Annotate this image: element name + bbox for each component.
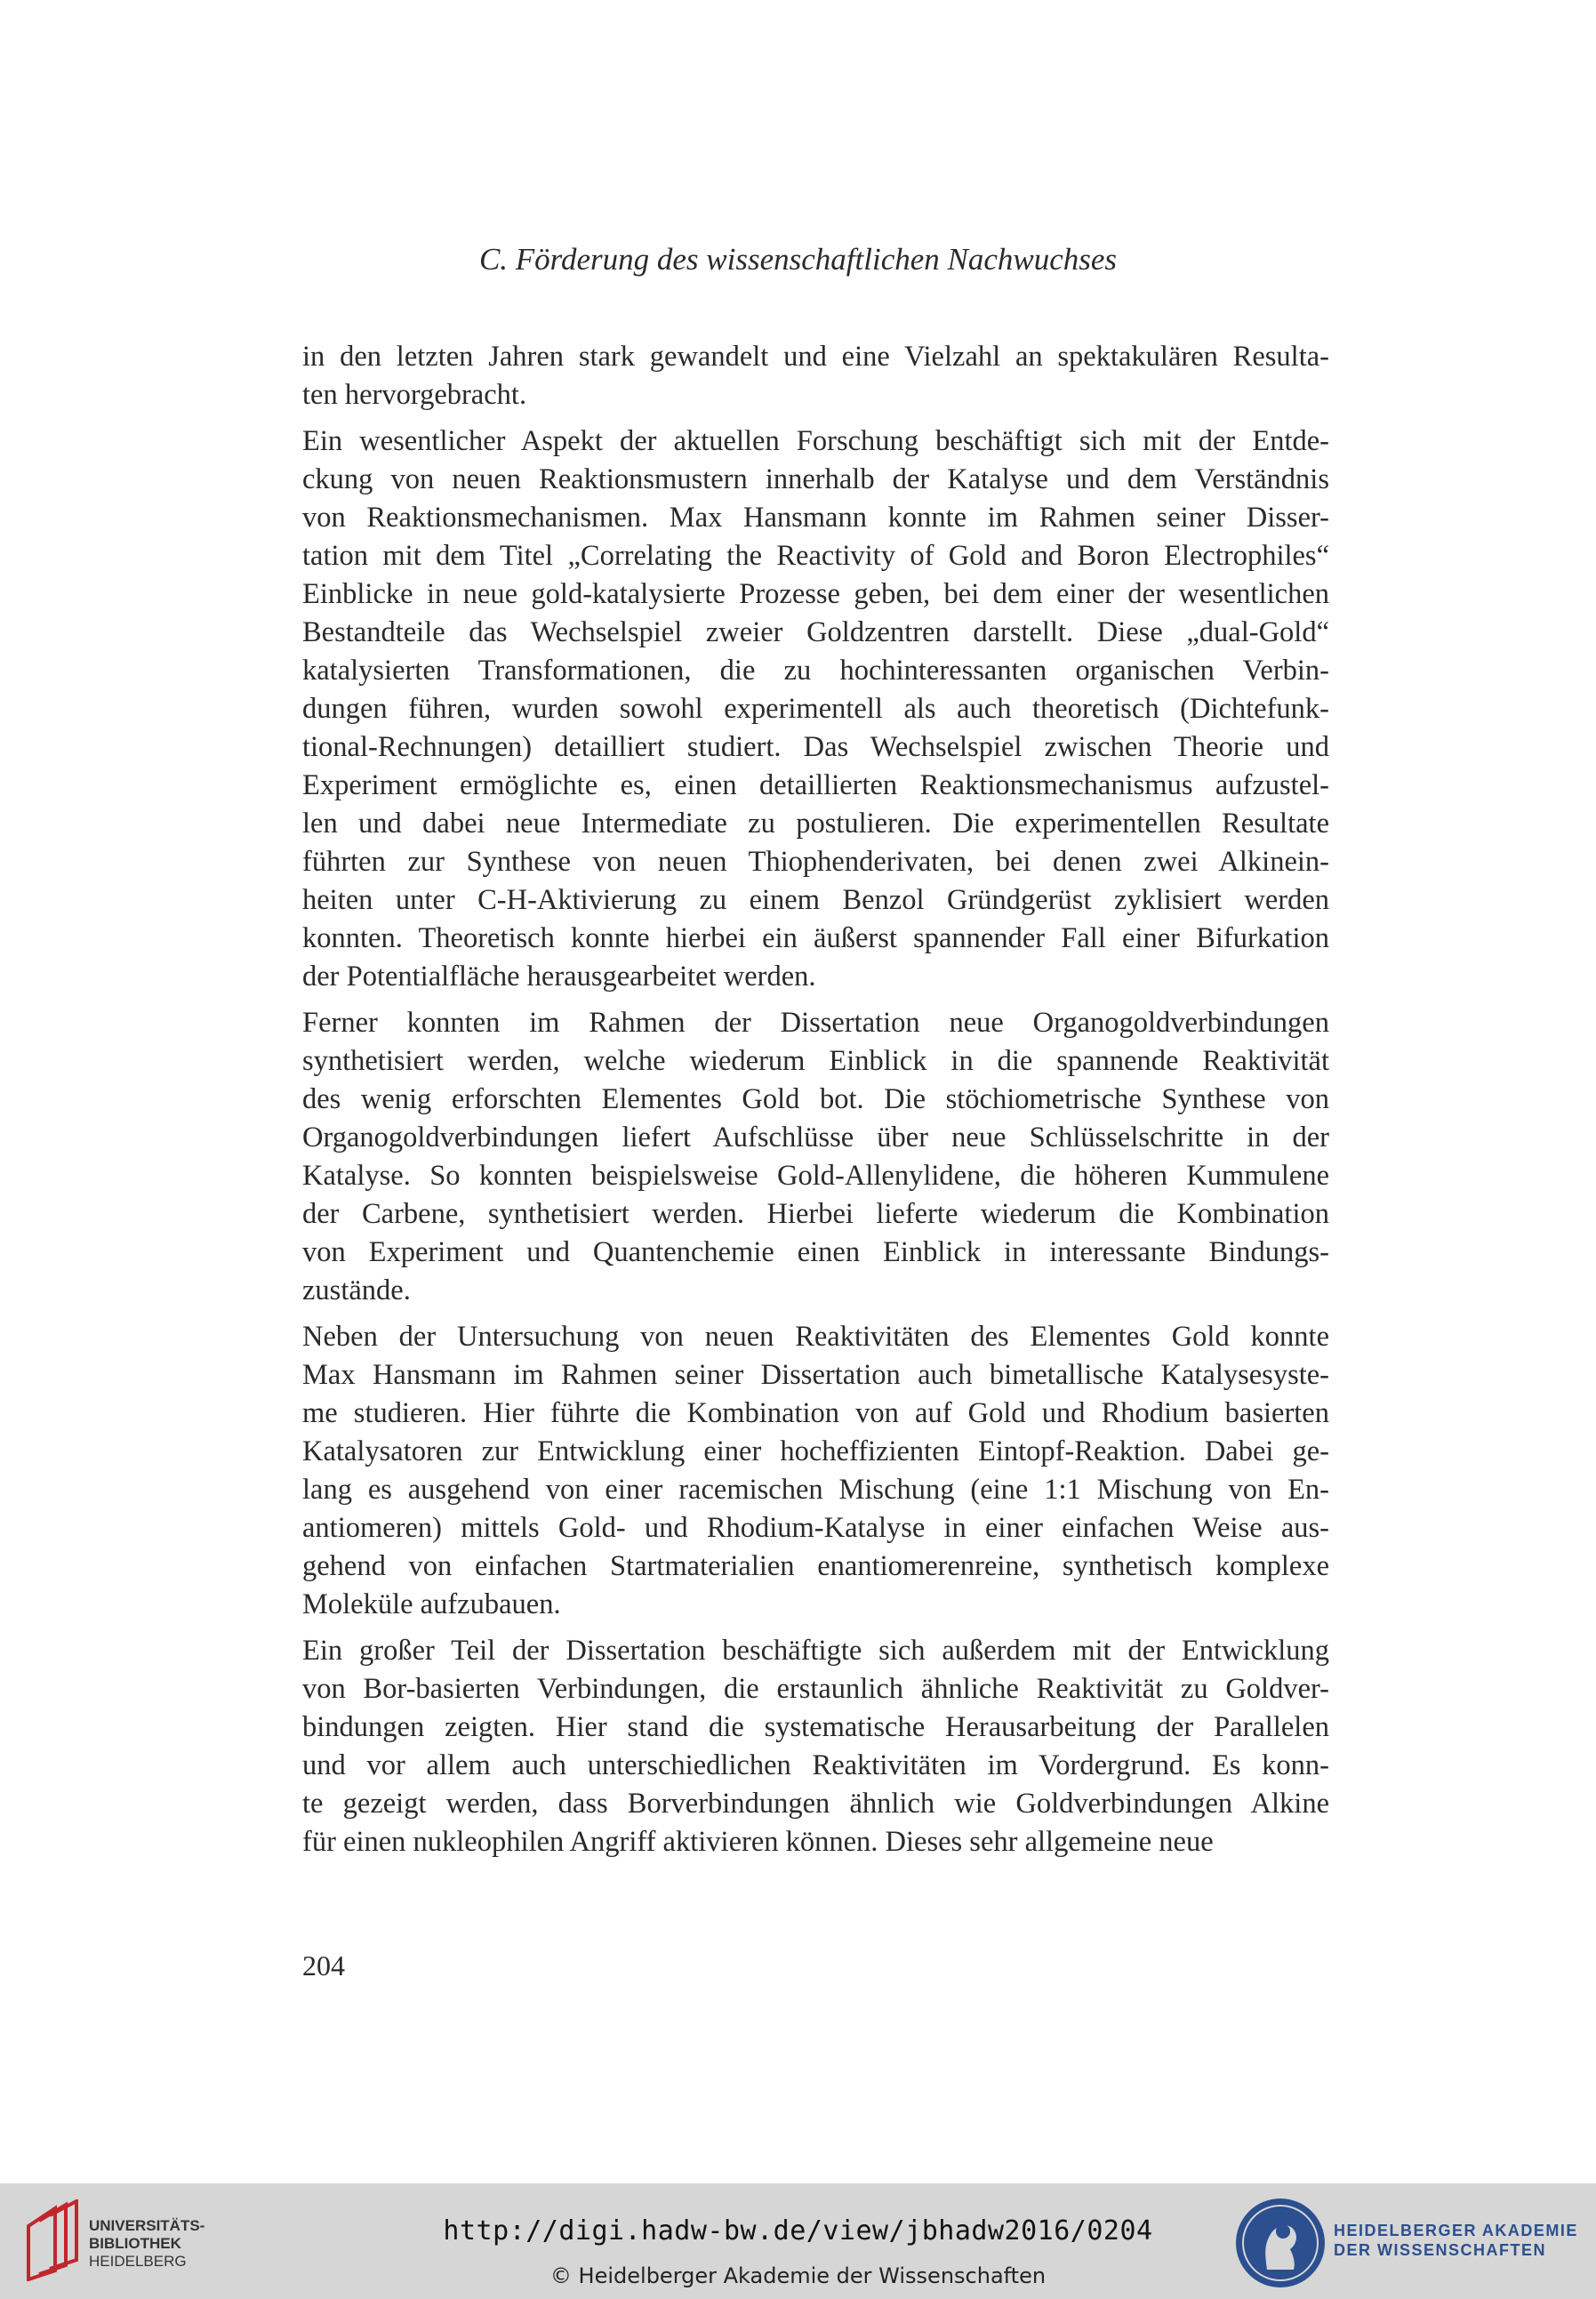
text-line: des wenig erforschten Elementes Gold bot. Die stöchiometrische Synthese von: [302, 1083, 1329, 1115]
page-number: 204: [302, 1949, 345, 1981]
text-line: ten hervorgebracht.: [302, 379, 527, 411]
copyright-notice: © Heidelberger Akademie der Wissenschaften: [549, 2263, 1047, 2288]
permalink-url[interactable]: http://digi.hadw-bw.de/view/jbhadw2016/0204: [443, 2215, 1153, 2247]
text-line: von Reaktionsmechanismen. Max Hansmann konnte im Rahmen seiner Disser-: [302, 502, 1329, 534]
text-line: dungen führen, wurden sowohl experimentell als auch theoretisch (Dichtefunk-: [302, 693, 1329, 725]
text-line: von Bor-basierten Verbindungen, die erstaunlich ähnliche Reaktivität zu Goldver-: [302, 1673, 1329, 1705]
body-text: [302, 338, 1329, 1869]
paragraph: [302, 422, 1329, 996]
text-line: für einen nukleophilen Angriff aktivieren können. Dieses sehr allgemeine neue: [302, 1826, 1214, 1858]
text-line: der Carbene, synthetisiert werden. Hierbei lieferte wiederum die Kombination: [302, 1198, 1329, 1230]
text-line: der Potentialfläche herausgearbeitet werden.: [302, 961, 816, 993]
text-line: me studieren. Hier führte die Kombination von auf Gold und Rhodium basierten: [302, 1397, 1329, 1429]
text-line: Bestandteile das Wechselspiel zweier Goldzentren darstellt. Diese „dual-Gold“: [302, 616, 1329, 648]
hadw-medallion-icon: [1231, 2194, 1329, 2292]
text-line: und vor allem auch unterschiedlichen Reaktivitäten im Vordergrund. Es konn-: [302, 1749, 1329, 1781]
text-line: Ein wesentlicher Aspekt der aktuellen Forschung beschäftigt sich mit der Entde-: [302, 425, 1329, 457]
footer-bar: [0, 2183, 1596, 2299]
library-name-line2: BIBLIOTHEK: [89, 2235, 181, 2252]
paragraph: [302, 1632, 1329, 1861]
text-line: zustände.: [302, 1274, 411, 1306]
text-line: in den letzten Jahren stark gewandelt und eine Vielzahl an spektakulären Resulta-: [302, 341, 1329, 373]
paragraph: [302, 1318, 1329, 1624]
text-line: lang es ausgehend von einer racemischen Mischung (eine 1:1 Mischung von En-: [302, 1474, 1329, 1506]
text-line: Katalysatoren zur Entwicklung einer hocheffizienten Eintopf-Reaktion. Dabei ge-: [302, 1435, 1329, 1467]
text-line: Neben der Untersuchung von neuen Reaktivitäten des Elementes Gold konnte: [302, 1321, 1329, 1353]
academy-name-line1: HEIDELBERGER AKADEMIE: [1334, 2222, 1578, 2239]
text-line: Max Hansmann im Rahmen seiner Dissertation auch bimetallische Katalysesyste-: [302, 1359, 1329, 1391]
academy-name: [1334, 2221, 1578, 2260]
text-line: Katalyse. So konnten beispielsweise Gold-Allenylidene, die höheren Kummulene: [302, 1160, 1329, 1192]
text-line: Ein großer Teil der Dissertation beschäftigte sich außerdem mit der Entwicklung: [302, 1635, 1329, 1667]
academy-name-line2: DER WISSENSCHAFTEN: [1334, 2241, 1547, 2259]
text-line: von Experiment und Quantenchemie einen Einblick in interessante Bindungs-: [302, 1236, 1329, 1268]
text-line: Einblicke in neue gold-katalysierte Prozesse geben, bei dem einer der wesentlichen: [302, 578, 1329, 610]
text-line: gehend von einfachen Startmaterialien enantiomerenreine, synthetisch komplexe: [302, 1550, 1329, 1582]
paragraph: [302, 338, 1329, 414]
text-line: ckung von neuen Reaktionsmustern innerhalb der Katalyse und dem Verständnis: [302, 463, 1329, 495]
text-line: tation mit dem Titel „Correlating the Reactivity of Gold and Boron Electrophiles“: [302, 540, 1329, 572]
text-line: heiten unter C-H-Aktivierung zu einem Benzol Gründgerüst zyklisiert werden: [302, 884, 1329, 916]
text-line: bindungen zeigten. Hier stand die systematische Herausarbeitung der Parallelen: [302, 1711, 1329, 1743]
text-line: tional-Rechnungen) detailliert studiert. Das Wechselspiel zwischen Theorie und: [302, 731, 1329, 763]
text-line: antiomeren) mittels Gold- und Rhodium-Katalyse in einer einfachen Weise aus-: [302, 1512, 1329, 1544]
text-line: Organogoldverbindungen liefert Aufschlüsse über neue Schlüsselschritte in der: [302, 1121, 1329, 1154]
library-city: HEIDELBERG: [89, 2253, 187, 2270]
text-line: synthetisiert werden, welche wiederum Einblick in die spannende Reaktivität: [302, 1045, 1329, 1077]
text-line: führten zur Synthese von neuen Thiophenderivaten, bei denen zwei Alkinein-: [302, 846, 1329, 878]
text-line: len und dabei neue Intermediate zu postulieren. Die experimentellen Resultate: [302, 808, 1329, 840]
running-head: C. Förderung des wissenschaftlichen Nachwuchses: [478, 242, 1118, 277]
text-line: konnten. Theoretisch konnte hierbei ein äußerst spannender Fall einer Bifurkation: [302, 922, 1329, 954]
paragraph: [302, 1004, 1329, 1310]
text-line: Experiment ermöglichte es, einen detaillierten Reaktionsmechanismus aufzustel-: [302, 769, 1329, 801]
text-line: Ferner konnten im Rahmen der Dissertation neue Organogoldverbindungen: [302, 1007, 1329, 1039]
library-name-line1: UNIVERSITÄTS-: [89, 2217, 205, 2234]
text-line: te gezeigt werden, dass Borverbindungen ähnlich wie Goldverbindungen Alkine: [302, 1788, 1329, 1820]
text-line: Moleküle aufzubauen.: [302, 1588, 561, 1620]
text-line: katalysierten Transformationen, die zu hochinteressanten organischen Verbin-: [302, 655, 1329, 687]
